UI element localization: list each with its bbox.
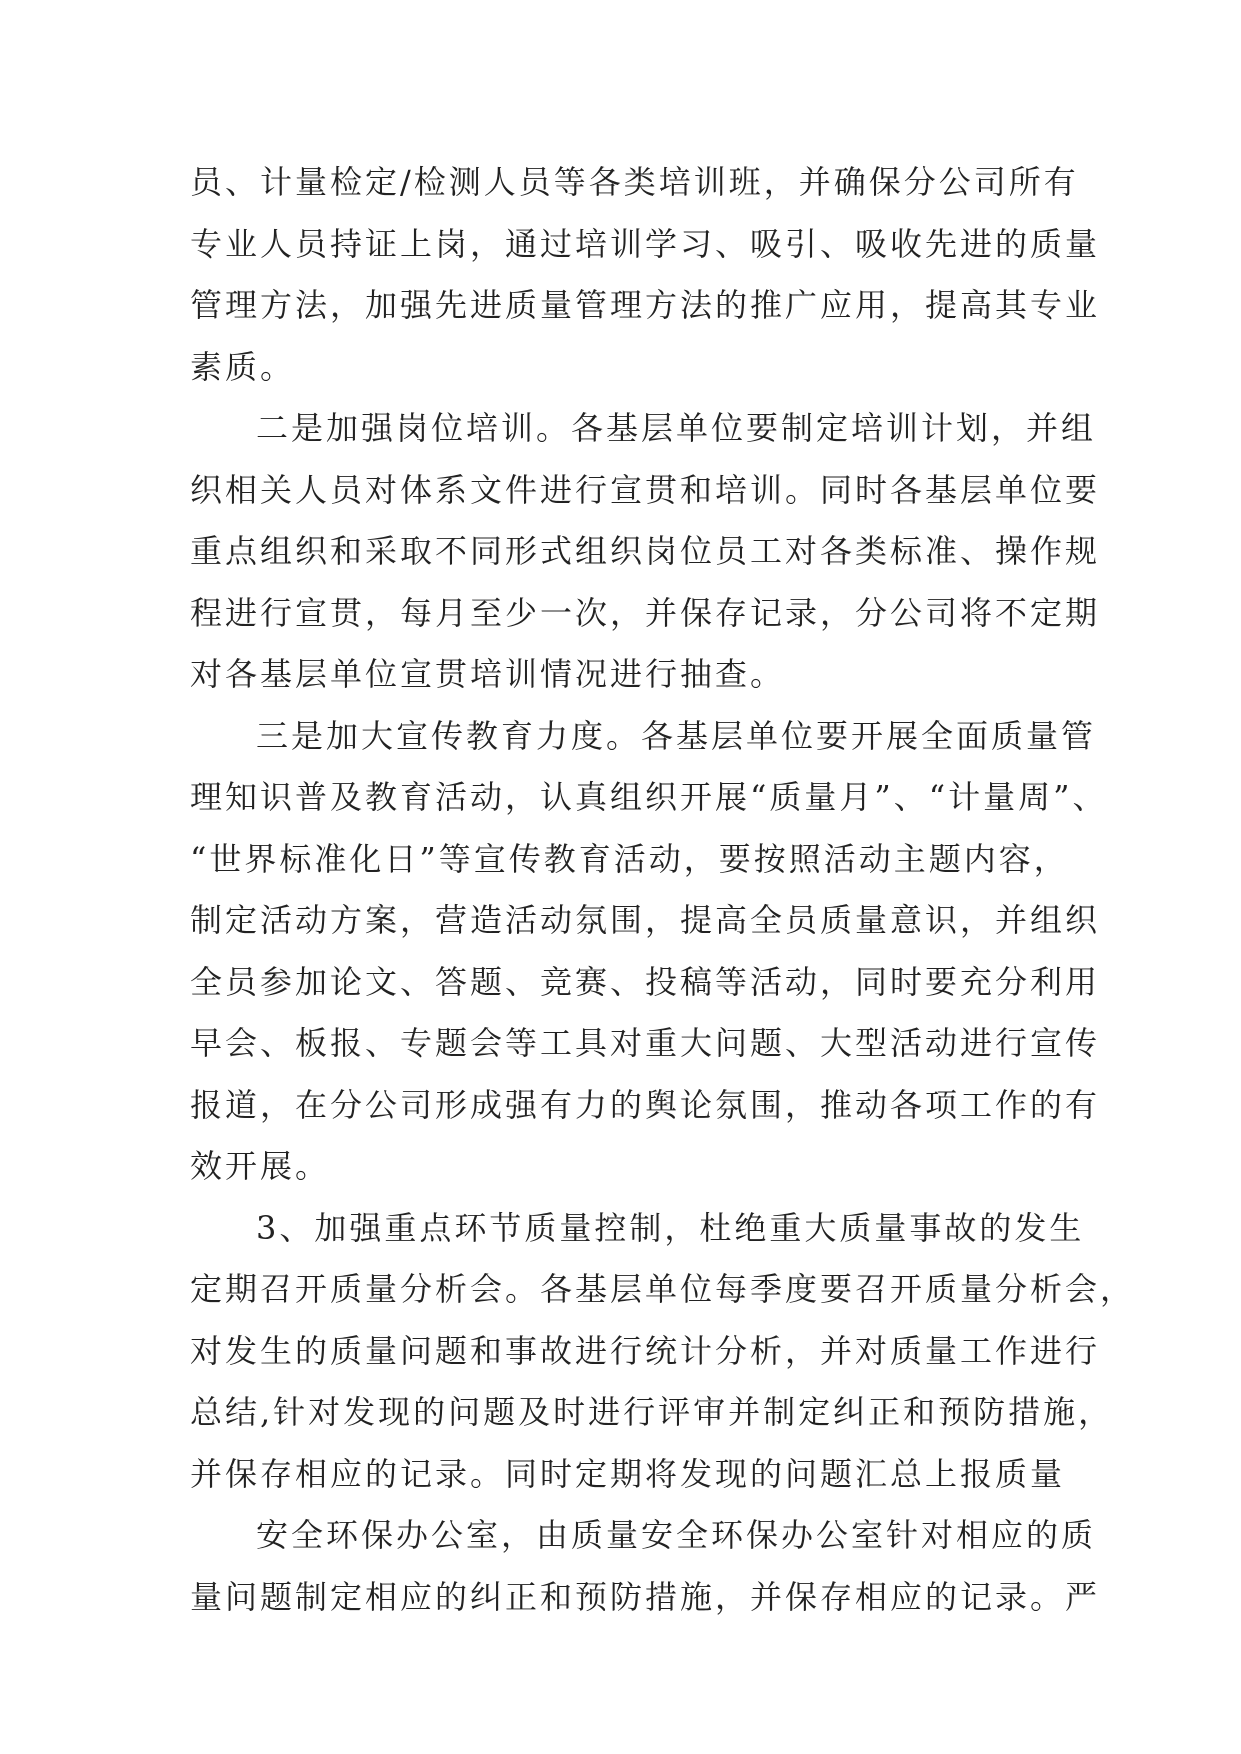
- section-heading-line: 3、加强重点环节质量控制，杜绝重大质量事故的发生: [256, 1208, 1085, 1247]
- text-line: 对发生的质量问题和事故进行统计分析，并对质量工作进行: [190, 1331, 1101, 1370]
- paragraph-start-line: 安全环保办公室，由质量安全环保办公室针对相应的质: [256, 1516, 1097, 1554]
- text-line: 效开展。: [190, 1147, 331, 1185]
- text-line: 报道，在分公司形成强有力的舆论氛围，推动各项工作的有: [190, 1085, 1101, 1124]
- text-line: 管理方法，加强先进质量管理方法的推广应用，提高其专业: [190, 286, 1101, 324]
- text-line: 专业人员持证上岗，通过培训学习、吸引、吸收先进的质量: [190, 224, 1101, 263]
- text-line: 量问题制定相应的纠正和预防措施，并保存相应的记录。严: [190, 1577, 1101, 1616]
- text-line: 对各基层单位宣贯培训情况进行抽查。: [190, 655, 786, 693]
- text-line: 定期召开质量分析会。各基层单位每季度要召开质量分析会，: [190, 1270, 1136, 1308]
- text-line: 总结,针对发现的问题及时进行评审并制定纠正和预防措施，: [190, 1393, 1114, 1431]
- text-line: 早会、板报、专题会等工具对重大问题、大型活动进行宣传: [190, 1024, 1101, 1062]
- text-line: 素质。: [190, 347, 296, 386]
- paragraph-start-line: 二是加强岗位培训。各基层单位要制定培训计划，并组: [256, 409, 1097, 447]
- text-line: 员、计量检定/检测人员等各类培训班，并确保分公司所有: [190, 163, 1079, 201]
- text-line: 全员参加论文、答题、竞赛、投稿等活动，同时要充分利用: [190, 962, 1101, 1001]
- text-line: 程进行宣贯，每月至少一次，并保存记录，分公司将不定期: [190, 593, 1101, 632]
- text-line: 并保存相应的记录。同时定期将发现的问题汇总上报质量: [190, 1454, 1066, 1493]
- text-line: 重点组织和采取不同形式组织岗位员工对各类标准、操作规: [190, 532, 1101, 570]
- text-line: “世界标准化日”等宣传教育活动，要按照活动主题内容，: [190, 839, 1069, 878]
- text-line: 理知识普及教育活动，认真组织开展“质量月”、“计量周”、: [190, 778, 1108, 816]
- paragraph-start-line: 三是加大宣传教育力度。各基层单位要开展全面质量管: [256, 716, 1097, 755]
- document-body: [190, 152, 1136, 1628]
- text-line: 织相关人员对体系文件进行宣贯和培训。同时各基层单位要: [190, 470, 1101, 509]
- text-line: 制定活动方案，营造活动氛围，提高全员质量意识，并组织: [190, 901, 1101, 939]
